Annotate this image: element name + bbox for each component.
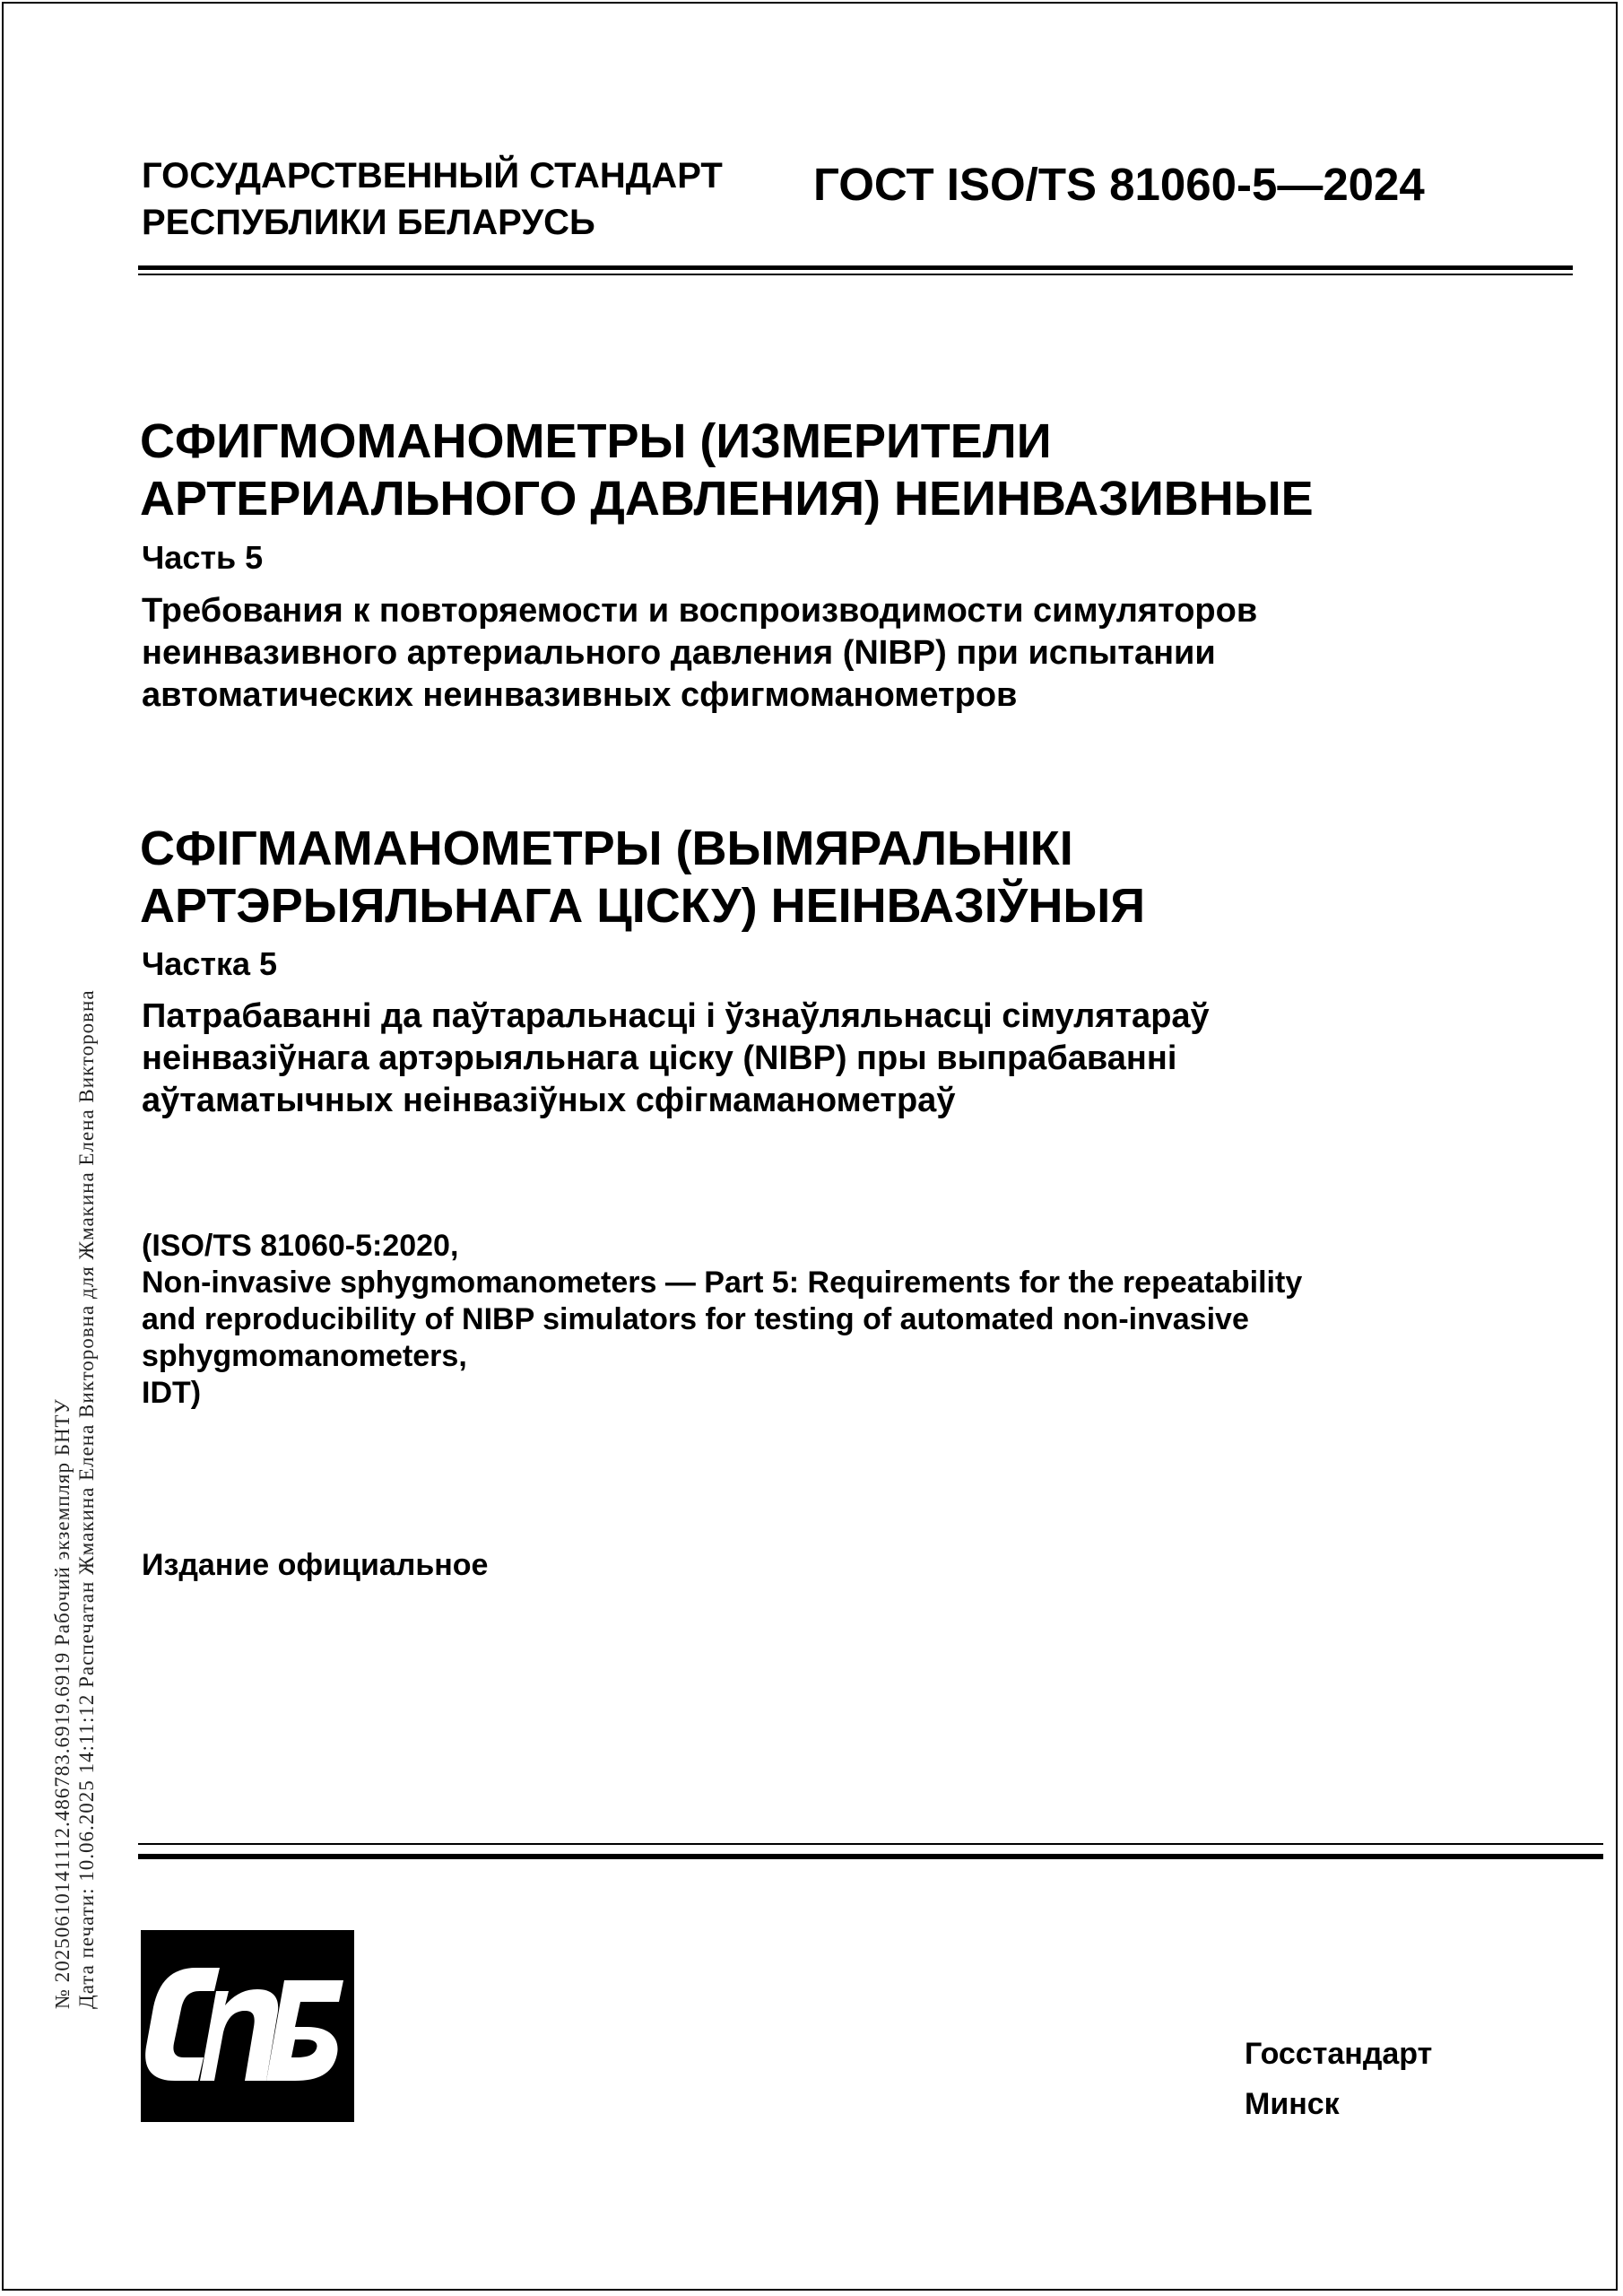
publisher-city: Минск — [1245, 2087, 1340, 2121]
publisher-name: Госстандарт — [1245, 2037, 1433, 2071]
subtitle-by-line: аўтаматычных неінвазіўных сфігмаманометраў — [142, 1082, 956, 1119]
print-stamp — [50, 637, 99, 2009]
edition-label: Издание официальное — [142, 1548, 489, 1582]
title-ru-line: СФИГМОМАНОМЕТРЫ (ИЗМЕРИТЕЛИ — [140, 414, 1052, 468]
footer-rule-thin — [138, 1843, 1603, 1845]
title-by — [140, 820, 1145, 935]
part-by: Частка 5 — [142, 945, 278, 982]
reference-line: Non-invasive sphygmomanometers — Part 5: Requirements for the repeatability — [142, 1265, 1303, 1300]
standard-designation: ГОСТ ISO/TS 81060-5—2024 — [813, 159, 1425, 210]
title-ru — [140, 413, 1314, 527]
subtitle-by-line: неінвазіўнага артэрыяльнага ціску (NIBP) пры выпрабаванні — [142, 1039, 1177, 1077]
footer-rule-thick — [138, 1854, 1603, 1859]
issuer-name — [142, 152, 723, 246]
subtitle-by — [142, 996, 1210, 1122]
international-reference — [142, 1228, 1302, 1412]
stb-logo-icon — [141, 1930, 354, 2122]
reference-line: IDT) — [142, 1376, 202, 1410]
issuer-line: ГОСУДАРСТВЕННЫЙ СТАНДАРТ — [142, 156, 723, 196]
header-rule-thick — [138, 265, 1573, 270]
title-by-line: АРТЭРЫЯЛЬНАГА ЦІСКУ) НЕІНВАЗІЎНЫЯ — [140, 879, 1146, 933]
subtitle-ru-line: автоматических неинвазивных сфигмоманометров — [142, 676, 1018, 714]
subtitle-by-line: Патрабаванні да паўтаральнасці і ўзнаўляльнасці сімулятараў — [142, 997, 1210, 1035]
print-stamp-line: Дата печати: 10.06.2025 14:11:12 Распечатан Жмакина Елена Викторовна для Жмакина Елена Викторовна — [75, 989, 98, 2009]
subtitle-ru-line: Требования к повторяемости и воспроизводимости симуляторов — [142, 592, 1258, 630]
publisher — [1245, 2029, 1432, 2129]
subtitle-ru-line: неинвазивного артериального давления (NIBP) при испытании — [142, 634, 1216, 672]
title-by-line: СФІГМАМАНОМЕТРЫ (ВЫМЯРАЛЬНІКІ — [140, 822, 1073, 875]
issuer-line: РЕСПУБЛИКИ БЕЛАРУСЬ — [142, 203, 595, 242]
reference-line: (ISO/TS 81060-5:2020, — [142, 1229, 459, 1263]
part-ru: Часть 5 — [142, 539, 264, 576]
reference-line: and reproducibility of NIBP simulators for testing of automated non-invasive — [142, 1302, 1249, 1336]
header-rule-thin — [138, 274, 1573, 275]
print-stamp-line: № 20250610141112.486783.6919.6919 Рабочий экземпляр БНТУ — [51, 1398, 74, 2009]
reference-line: sphygmomanometers, — [142, 1339, 467, 1373]
title-ru-line: АРТЕРИАЛЬНОГО ДАВЛЕНИЯ) НЕИНВАЗИВНЫЕ — [140, 472, 1314, 526]
subtitle-ru — [142, 590, 1257, 717]
